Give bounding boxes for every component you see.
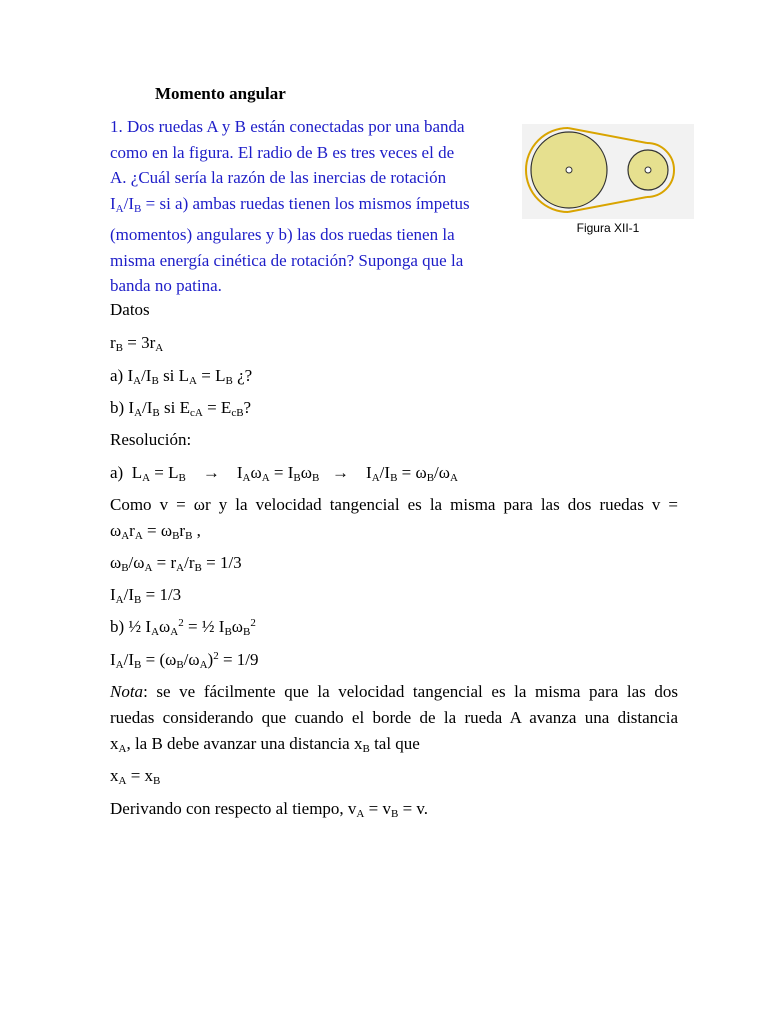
page-title: Momento angular <box>155 84 286 103</box>
nota-line-1: Nota: se ve fácilmente que la velocidad tangencial es la misma para las dos <box>110 682 678 701</box>
problem-line: como en la figura. El radio de B es tres veces el de <box>110 142 455 162</box>
eq-result-b: $I_A/I_B = (\omega_B/\omega_A)^2 = 1/9$ <box>110 650 259 671</box>
figure-caption: Figura XII-1 <box>576 221 640 235</box>
problem-line: A. ¿Cuál sería la razón de las inercias de rotación <box>110 168 447 187</box>
derivando-line: Derivando con respecto al tiempo, $v_A = v_B = v$. <box>110 799 429 820</box>
resolucion-heading: Resolución: <box>110 430 192 449</box>
wheel-a-axle <box>566 167 572 173</box>
figure-belt-wheels <box>522 124 694 244</box>
nota-line-2: ruedas considerando que cuando el borde de la rueda A avanza una distancia <box>110 708 678 727</box>
belt-wheels-diagram <box>522 124 694 219</box>
problem-line: (momentos) angulares y b) las dos ruedas tienen la <box>110 225 455 244</box>
eq-omega-r: $\omega_Ar_A = \omega_Br_B$ , <box>110 521 201 542</box>
eq-part-a: a) $L_A = L_B$ → $I_A\omega_A = I_B\omega_B$ → $I_A/I_B = \omega_B/\omega_A$ <box>110 463 458 484</box>
problem-line: 1. Dos ruedas A y B están conectadas por una banda <box>110 117 465 136</box>
eq-part-b: b) ½ $I_A\omega_A^2$ = ½ $I_B\omega_B^2$ <box>110 617 256 638</box>
problem-line: misma energía cinética de rotación? Suponga que la <box>110 250 464 270</box>
question-b: b) $I_A/I_B$ si $E_{cA} = E_{cB}$? <box>110 398 252 419</box>
problem-line: banda no patina. <box>110 276 222 295</box>
question-a: a) $I_A/I_B$ si $L_A = L_B$ ¿? <box>110 366 253 387</box>
eq-result-a: $I_A/I_B = 1/3$ <box>110 585 182 606</box>
nota-line-3: $x_A$, la B debe avanzar una distancia $x_B$ tal que <box>110 734 420 755</box>
wheel-b-axle <box>645 167 651 173</box>
como-line: Como v = ωr y la velocidad tangencial es la misma para las dos ruedas v = <box>110 495 678 514</box>
eq-distance: $x_A = x_B$ <box>110 766 161 787</box>
problem-statement <box>110 114 505 299</box>
eq-omega-ratio: $\omega_B/\omega_A = r_A/r_B = 1/3$ <box>110 553 242 574</box>
nota-label: Nota <box>110 682 144 701</box>
eq-radius: $r_B = 3r_A$ <box>110 333 164 354</box>
datos-heading: Datos <box>110 300 150 319</box>
problem-line: $I_A/I_B$ = si a) ambas ruedas tienen los mismos ímpetus <box>110 193 470 215</box>
